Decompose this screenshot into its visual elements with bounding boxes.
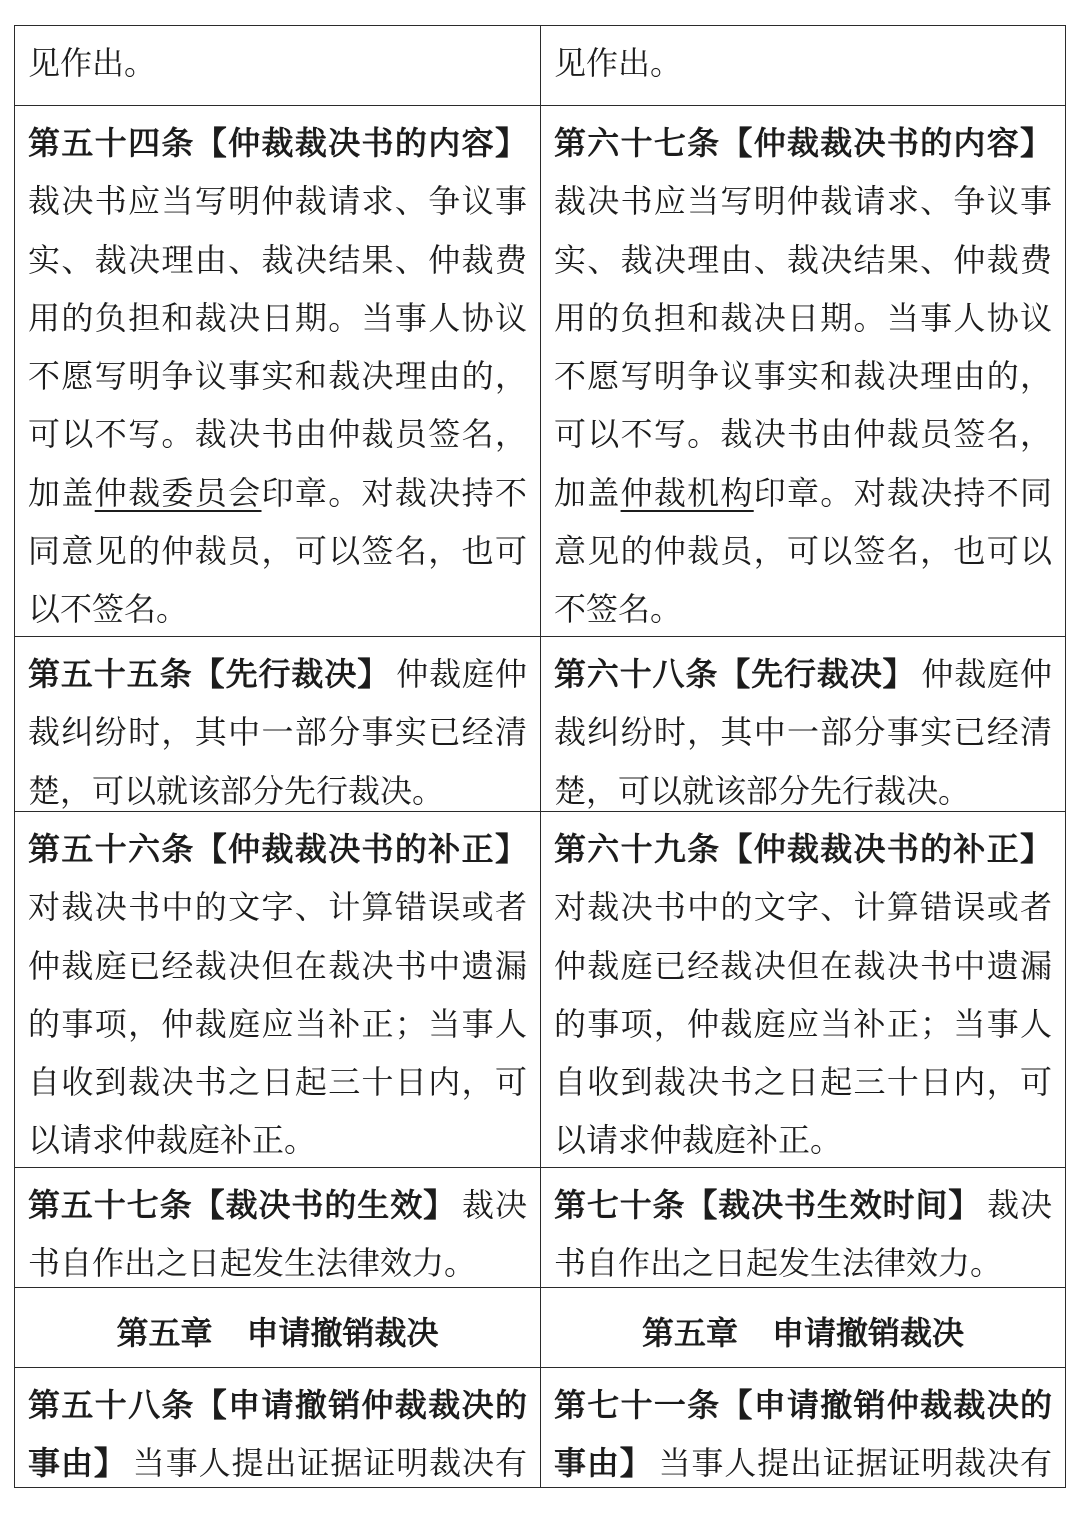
text-line: 的事项，仲裁庭应当补正；当事人: [554, 1004, 1052, 1043]
article-number: 第五十四条: [28, 124, 195, 162]
article-title: 【仲裁裁决书的补正】: [194, 830, 527, 868]
text-line: [554, 464, 1052, 522]
text-line: 楚，可以就该部分先行裁决。: [28, 771, 445, 810]
article-title: 事由】: [554, 1444, 653, 1483]
text-line: 对裁决书中的文字、计算错误或者: [554, 888, 1052, 927]
article-number: 第七十一条: [554, 1386, 721, 1424]
chapter-number: 第五章: [116, 1314, 213, 1352]
article-heading-line: [554, 1376, 1052, 1434]
old-text-cell: [15, 1368, 540, 1487]
table-row: [15, 1168, 1065, 1288]
underlined-text: 仲裁机构: [620, 473, 754, 512]
old-text-cell: [15, 26, 540, 105]
text-segment: 裁决: [987, 1186, 1052, 1224]
new-text-cell: [540, 637, 1065, 811]
text-line: [28, 1434, 527, 1486]
old-text-cell: [15, 637, 540, 811]
chapter-number: 第五章: [641, 1314, 738, 1352]
table-row: [15, 1288, 1065, 1368]
article-number: 第七十条: [554, 1186, 686, 1224]
article-title: 【仲裁裁决书的内容】: [720, 124, 1052, 162]
article-number: 第五十五条: [28, 655, 193, 693]
text-line: 裁决书应当写明仲裁请求、争议事: [28, 182, 527, 221]
text-line: 见作出。: [28, 44, 157, 82]
article-heading-line: [28, 645, 527, 703]
text-segment: 当事人提出证据证明裁决有: [658, 1444, 1052, 1483]
text-segment: 仲裁庭仲: [396, 655, 527, 693]
text-line: 自收到裁决书之日起三十日内，可: [554, 1063, 1052, 1101]
article-heading-line: [554, 114, 1052, 172]
text-line: 用的负担和裁决日期。当事人协议: [554, 298, 1052, 337]
text-segment: 印章。对裁决持不同: [753, 473, 1052, 512]
text-line: 意见的仲裁员，可以签名，也可以: [554, 531, 1052, 570]
text-line: 仲裁庭已经裁决但在裁决书中遗漏: [554, 946, 1052, 985]
article-number: 第五十七条: [28, 1186, 193, 1224]
article-number: 第五十六条: [28, 830, 195, 868]
text-line: 仲裁庭已经裁决但在裁决书中遗漏: [28, 946, 527, 985]
table-row: [15, 106, 1065, 637]
text-line: 的事项，仲裁庭应当补正；当事人: [28, 1004, 527, 1043]
article-number: 第五十八条: [28, 1386, 195, 1424]
article-heading-line: [28, 820, 527, 878]
article-heading-line: [28, 114, 527, 172]
text-line: 不愿写明争议事实和裁决理由的，: [554, 357, 1052, 395]
text-segment: 当事人提出证据证明裁决有: [132, 1444, 527, 1483]
article-heading-line: [28, 1176, 527, 1234]
article-number: 第六十九条: [554, 830, 721, 868]
text-line: 实、裁决理由、裁决结果、仲裁费: [28, 240, 527, 279]
text-line: 以请求仲裁庭补正。: [28, 1121, 317, 1160]
table-row: [15, 812, 1065, 1168]
text-line: 裁纠纷时，其中一部分事实已经清: [28, 713, 527, 752]
new-text-cell: [540, 812, 1065, 1167]
article-title: 【裁决书生效时间】: [685, 1186, 982, 1224]
article-title: 【申请撤销仲裁裁决的: [194, 1386, 527, 1424]
new-text-cell: [540, 1368, 1065, 1487]
table-row: [15, 1368, 1065, 1487]
text-line: 书自作出之日起发生法律效力。: [554, 1244, 1003, 1283]
text-line: 以不签名。: [28, 590, 189, 628]
text-segment: 仲裁庭仲: [921, 655, 1052, 693]
text-line: 用的负担和裁决日期。当事人协议: [28, 298, 527, 337]
text-line: 不愿写明争议事实和裁决理由的，: [28, 357, 527, 395]
text-line: 书自作出之日起发生法律效力。: [28, 1244, 477, 1283]
table-row: [15, 26, 1065, 106]
text-line: 自收到裁决书之日起三十日内，可: [28, 1063, 527, 1101]
text-line: 对裁决书中的文字、计算错误或者: [28, 888, 527, 927]
comparison-table: [14, 25, 1066, 1488]
new-text-cell: [540, 26, 1065, 105]
old-text-cell: [15, 1168, 540, 1287]
text-line: 实、裁决理由、裁决结果、仲裁费: [554, 240, 1052, 279]
new-text-cell: [540, 106, 1065, 636]
text-segment: 印章。对裁决持不: [261, 473, 527, 512]
old-chapter-cell: [15, 1288, 540, 1367]
text-segment: 加盖: [28, 473, 95, 512]
underlined-text: 仲裁委员会: [94, 473, 262, 512]
text-line: 不签名。: [554, 590, 683, 628]
text-line: 以请求仲裁庭补正。: [554, 1121, 843, 1160]
old-text-cell: [15, 812, 540, 1167]
article-heading-line: [28, 1376, 527, 1434]
text-line: [28, 464, 527, 522]
article-title: 【先行裁决】: [718, 655, 916, 693]
article-title: 事由】: [28, 1444, 127, 1483]
text-line: 见作出。: [554, 44, 683, 82]
text-segment: 裁决: [462, 1186, 527, 1224]
article-heading-line: [554, 645, 1052, 703]
text-line: 同意见的仲裁员，可以签名，也可: [28, 531, 527, 570]
old-text-cell: [15, 106, 540, 636]
article-heading-line: [554, 820, 1052, 878]
chapter-title: 申请撤销裁决: [246, 1314, 439, 1352]
article-title: 【先行裁决】: [192, 655, 391, 693]
text-line: 裁纠纷时，其中一部分事实已经清: [554, 713, 1052, 752]
new-chapter-cell: [540, 1288, 1065, 1367]
text-line: [554, 1434, 1052, 1486]
text-line: 可以不写。裁决书由仲裁员签名，: [554, 415, 1052, 454]
article-heading-line: [554, 1176, 1052, 1234]
article-number: 第六十七条: [554, 124, 721, 162]
article-number: 第六十八条: [554, 655, 719, 693]
article-title: 【仲裁裁决书的补正】: [720, 830, 1052, 868]
article-title: 【仲裁裁决书的内容】: [194, 124, 527, 162]
chapter-title: 申请撤销裁决: [772, 1314, 965, 1352]
article-title: 【申请撤销仲裁裁决的: [720, 1386, 1052, 1424]
new-text-cell: [540, 1168, 1065, 1287]
text-line: 可以不写。裁决书由仲裁员签名，: [28, 415, 527, 454]
text-line: 裁决书应当写明仲裁请求、争议事: [554, 182, 1052, 221]
article-title: 【裁决书的生效】: [192, 1186, 457, 1224]
text-line: 楚，可以就该部分先行裁决。: [554, 771, 971, 810]
text-segment: 加盖: [554, 473, 621, 512]
table-row: [15, 637, 1065, 812]
